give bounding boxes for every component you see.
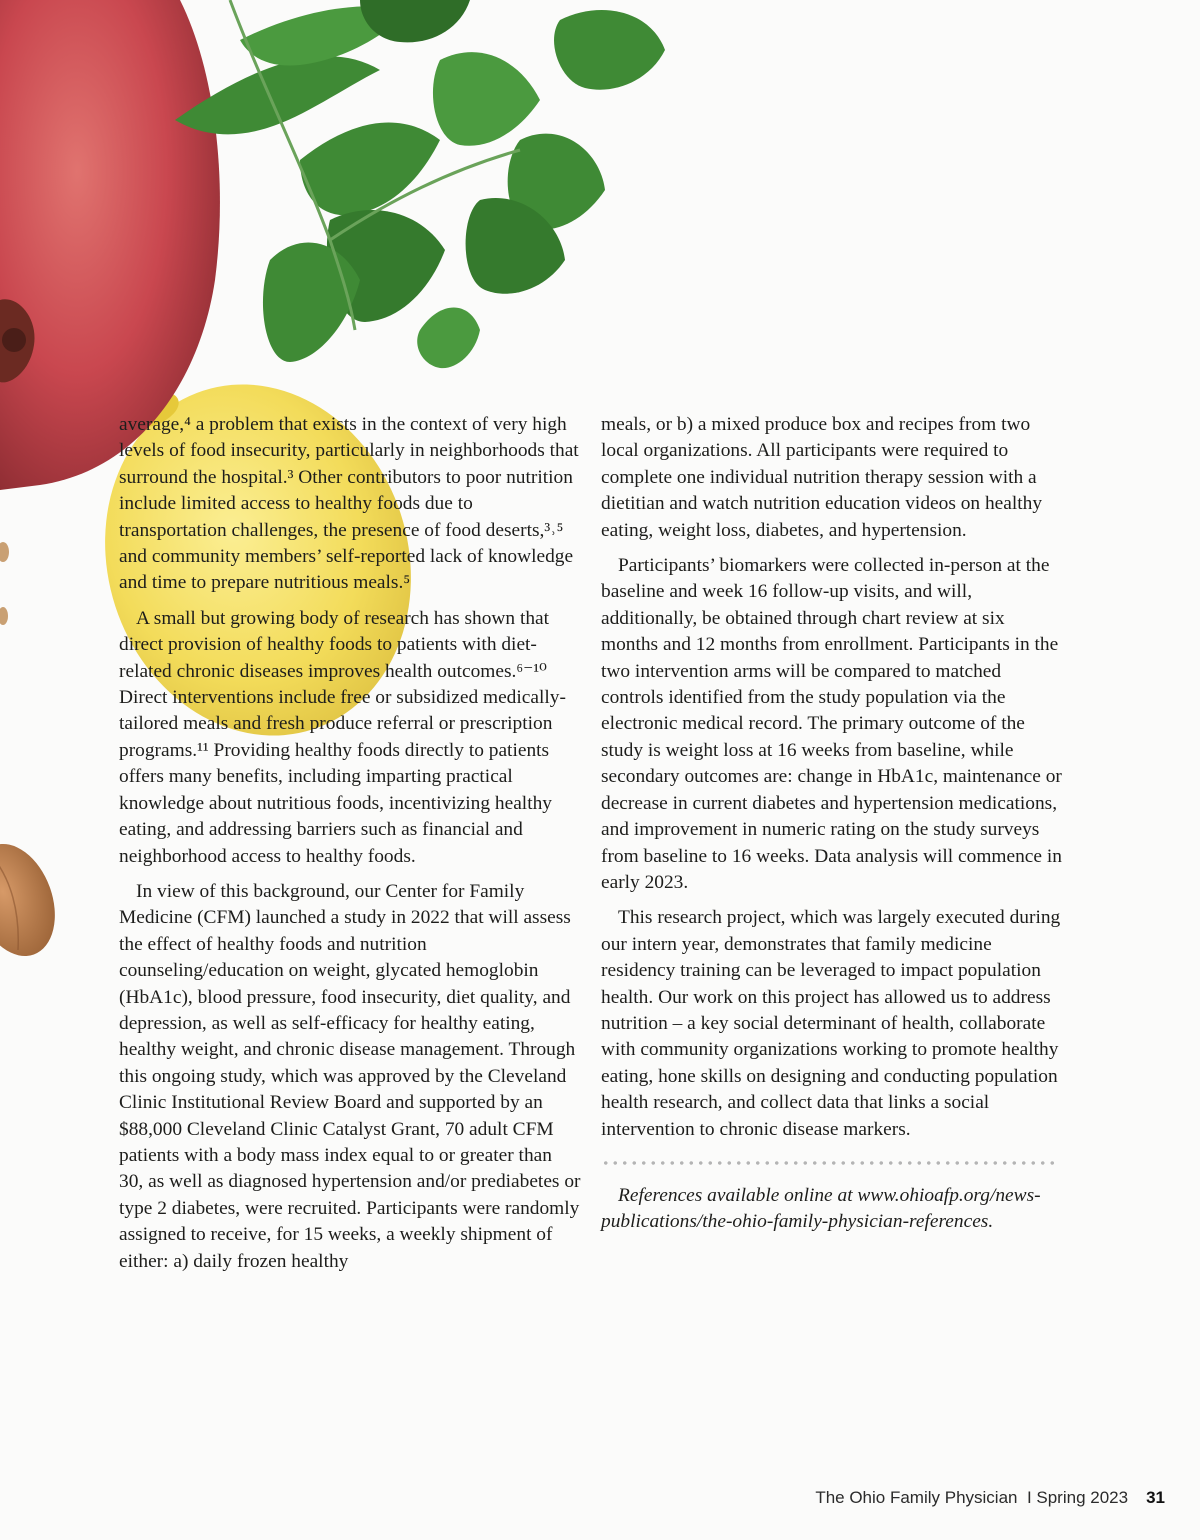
- paragraph: Participants’ biomarkers were collected in-person at the baseline and week 16 follow-up visits, and will, additionally, be obtained through chart review at six months and 12 months from enrollment. Participants in the two intervention arms will be compared to matched controls identified from the study population via the electronic medical record. The primary outcome of the study is weight loss at 16 weeks from baseline, while secondary outcomes are: change in HbA1c, maintenance or decrease in current diabetes and hypertension medications, and improvement in numeric rating on the study surveys from baseline to 16 weeks. Data analysis will commence in early 2023.: [601, 555, 1062, 893]
- nut-fragment-image: [0, 542, 9, 562]
- paragraph: meals, or b) a mixed produce box and recipes from two local organizations. All participants were required to complete one individual nutrition therapy session with a dietitian and watch nutrition education videos on healthy eating, weight loss, diabetes, and hypertension.: [601, 414, 1043, 541]
- paragraph: In view of this background, our Center for Family Medicine (CFM) launched a study in 2022 that will assess the effect of healthy foods and nutrition counseling/education on weight, glycated hemoglobin (HbA1c), blood pressure, food insecurity, diet quality, and depression, as well as self-efficacy for healthy eating, healthy weight, and chronic disease management. Through this ongoing study, which was approved by the Cleveland Clinic Institutional Review Board and supported by an $88,000 Cleveland Clinic Catalyst Grant, 70 adult CFM patients with a body mass index equal to or greater than 30, as well as diagnosed hypertension and/or prediabetes or type 2 diabetes, were recruited. Participants were randomly assigned to receive, for 15 weeks, a weekly shipment of either: a) daily frozen healthy: [119, 880, 581, 1272]
- paragraph: average,⁴ a problem that exists in the context of very high levels of food insecurity, particularly in neighborhoods that surround the hospital.³ Other contributors to poor nutrition include limited access to healthy foods due to transportation challenges, the presence of food deserts,³˒⁵ and community members’ self-reported lack of knowledge and time to prepare nutritious meals.⁵: [119, 414, 579, 594]
- publication-info: The Ohio Family Physician I Spring 2023: [815, 1488, 1129, 1507]
- paragraph: A small but growing body of research has shown that direct provision of healthy foods to patients with diet-related chronic diseases improves health outcomes.⁶⁻¹⁰ Direct interventions include free or subsidized medically-tailored meals and fresh produce referral or prescription programs.¹¹ Providing healthy foods directly to patients offers many benefits, including imparting practical knowledge about nutritious foods, incentivizing healthy eating, and addressing barriers such as financial and neighborhood access to healthy foods.: [119, 607, 566, 867]
- references-note: References available online at www.ohioafp.org/news-publications/the-ohio-family-physician-references.: [601, 1184, 1041, 1233]
- nut-fragment-image: [0, 607, 8, 625]
- dotted-divider: [601, 1161, 1057, 1165]
- paragraph: This research project, which was largely executed during our intern year, demonstrates that family medicine residency training can be leveraged to impact population health. Our work on this project has allowed us to address nutrition – a key social determinant of health, collaborate with community organizations working to promote healthy eating, hone skills on designing and conducting population health research, and collect data that links a social intervention to chronic disease markers.: [601, 907, 1061, 1140]
- parsley-image: [175, 0, 665, 368]
- almond-image: [0, 833, 70, 968]
- left-column: [119, 412, 581, 1284]
- right-column: [601, 412, 1063, 1245]
- page-footer: [815, 1488, 1165, 1508]
- page-number: 31: [1146, 1488, 1165, 1507]
